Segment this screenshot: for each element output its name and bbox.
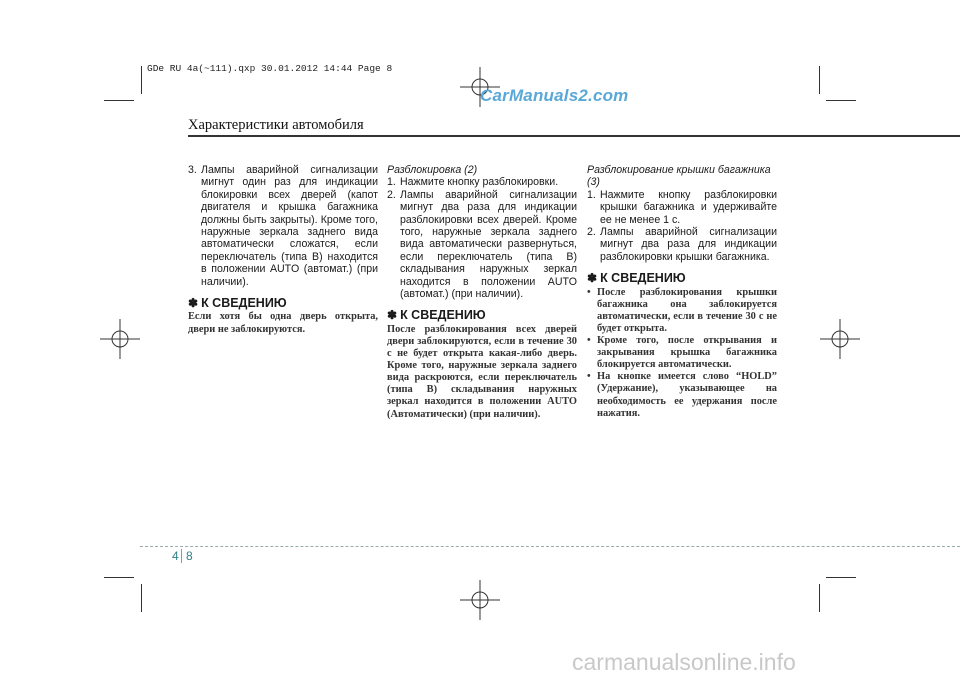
crop-mark bbox=[104, 577, 134, 578]
caution-heading bbox=[387, 309, 577, 321]
crop-mark bbox=[826, 577, 856, 578]
page-title: Характеристики автомобиля bbox=[188, 117, 364, 133]
caution-title: К СВЕДЕНИЮ bbox=[600, 271, 686, 286]
list-item-number: 1. bbox=[387, 176, 396, 189]
asterisk-icon: ✽ bbox=[188, 296, 199, 311]
crop-mark bbox=[104, 100, 134, 101]
registration-mark-icon bbox=[460, 580, 500, 620]
registration-mark-icon bbox=[100, 319, 140, 359]
list-item bbox=[587, 189, 777, 226]
caution-text: Если хотя бы одна дверь открыта, двери не заблокируются. bbox=[188, 311, 378, 335]
print-slug: GDe RU 4a(~111).qxp 30.01.2012 14:44 Page 8 bbox=[147, 63, 393, 74]
list-item-number: 3. bbox=[188, 164, 197, 176]
list-item-number: 2. bbox=[387, 188, 396, 201]
list-item bbox=[587, 226, 777, 263]
watermark-bottom[interactable]: carmanualsonline.info bbox=[572, 649, 796, 675]
page-number: 8 bbox=[186, 549, 193, 563]
caution-text: После разблокирования всех дверей двери заблокируются, если в течение 30 с не будет открыта какая-либо дверь. Кроме того, наружные зеркала заднего вида раскроются, если переключатель (типа В) складывания наружных зеркал находится в положении AUTO (Автоматически) (при наличии). bbox=[387, 323, 577, 420]
bullet-icon: • bbox=[587, 371, 591, 383]
section-subtitle: Разблокирование крышки багажника (3) bbox=[587, 164, 771, 189]
page-number-separator bbox=[181, 549, 182, 563]
list-item-number: 2. bbox=[587, 226, 596, 239]
list-item-text: Нажмите кнопку разблокировки. bbox=[400, 176, 559, 189]
registration-mark-icon bbox=[820, 319, 860, 359]
column-3 bbox=[587, 164, 777, 420]
bullet-item bbox=[587, 287, 777, 335]
page-section: 4 bbox=[172, 549, 179, 563]
column-1 bbox=[188, 164, 378, 336]
list-item-number: 1. bbox=[587, 188, 596, 201]
bullet-text: На кнопке имеется слово “HOLD” (Удержание), указывающее на необходимость ее удержания после нажатия. bbox=[597, 371, 777, 419]
caution-heading bbox=[188, 297, 378, 309]
crop-mark bbox=[141, 66, 142, 94]
footer-divider bbox=[140, 546, 960, 547]
asterisk-icon: ✽ bbox=[387, 308, 398, 323]
list-item bbox=[387, 176, 577, 188]
list-item bbox=[387, 189, 577, 301]
bullet-item bbox=[587, 335, 777, 371]
watermark-top[interactable]: CarManuals2.com bbox=[480, 86, 629, 105]
crop-mark bbox=[826, 100, 856, 101]
bullet-item bbox=[587, 371, 777, 419]
column-2 bbox=[387, 164, 577, 421]
asterisk-icon: ✽ bbox=[587, 271, 598, 286]
bullet-text: После разблокирования крышки багажника она заблокируется автоматически, если в течение 30 с не будет открыта. bbox=[597, 286, 777, 334]
crop-mark bbox=[819, 584, 820, 612]
bullet-icon: • bbox=[587, 286, 591, 298]
list-item-text: Лампы аварийной сигнализации мигнут два раза для индикации разблокировки крышки багажника. bbox=[600, 226, 777, 263]
bullet-text: Кроме того, после открывания и закрывания крышка багажника блокируется автоматически. bbox=[597, 335, 777, 371]
list-item-text: Лампы аварийной сигнализации мигнут один раз для индикации блокировки всех дверей (капот двигателя и крышка багажника должны быть закрыты). Кроме того, наружные зеркала заднего вида автоматически сложатся, если переключатель (типа В) находится в положении AUTO (автомат.) (при наличии). bbox=[201, 164, 378, 288]
list-item bbox=[188, 164, 378, 288]
caution-title: К СВЕДЕНИЮ bbox=[201, 296, 287, 311]
bullet-icon: • bbox=[587, 335, 591, 347]
caution-heading bbox=[587, 272, 777, 284]
list-item-text: Лампы аварийной сигнализации мигнут два раза для индикации разблокировки всех дверей. Кроме того, наружные зеркала заднего вида автоматически развернуться, если переключатель (типа В) складывания наружных зеркал находится в положении AUTO (автомат.) (при наличии). bbox=[400, 188, 577, 301]
header-divider bbox=[188, 135, 960, 137]
caution-title: К СВЕДЕНИЮ bbox=[400, 308, 486, 323]
crop-mark bbox=[141, 584, 142, 612]
section-subtitle: Разблокировка (2) bbox=[387, 164, 478, 176]
list-item-text: Нажмите кнопку разблокировки крышки багажника и удерживайте ее не менее 1 с. bbox=[600, 188, 777, 226]
crop-mark bbox=[819, 66, 820, 94]
